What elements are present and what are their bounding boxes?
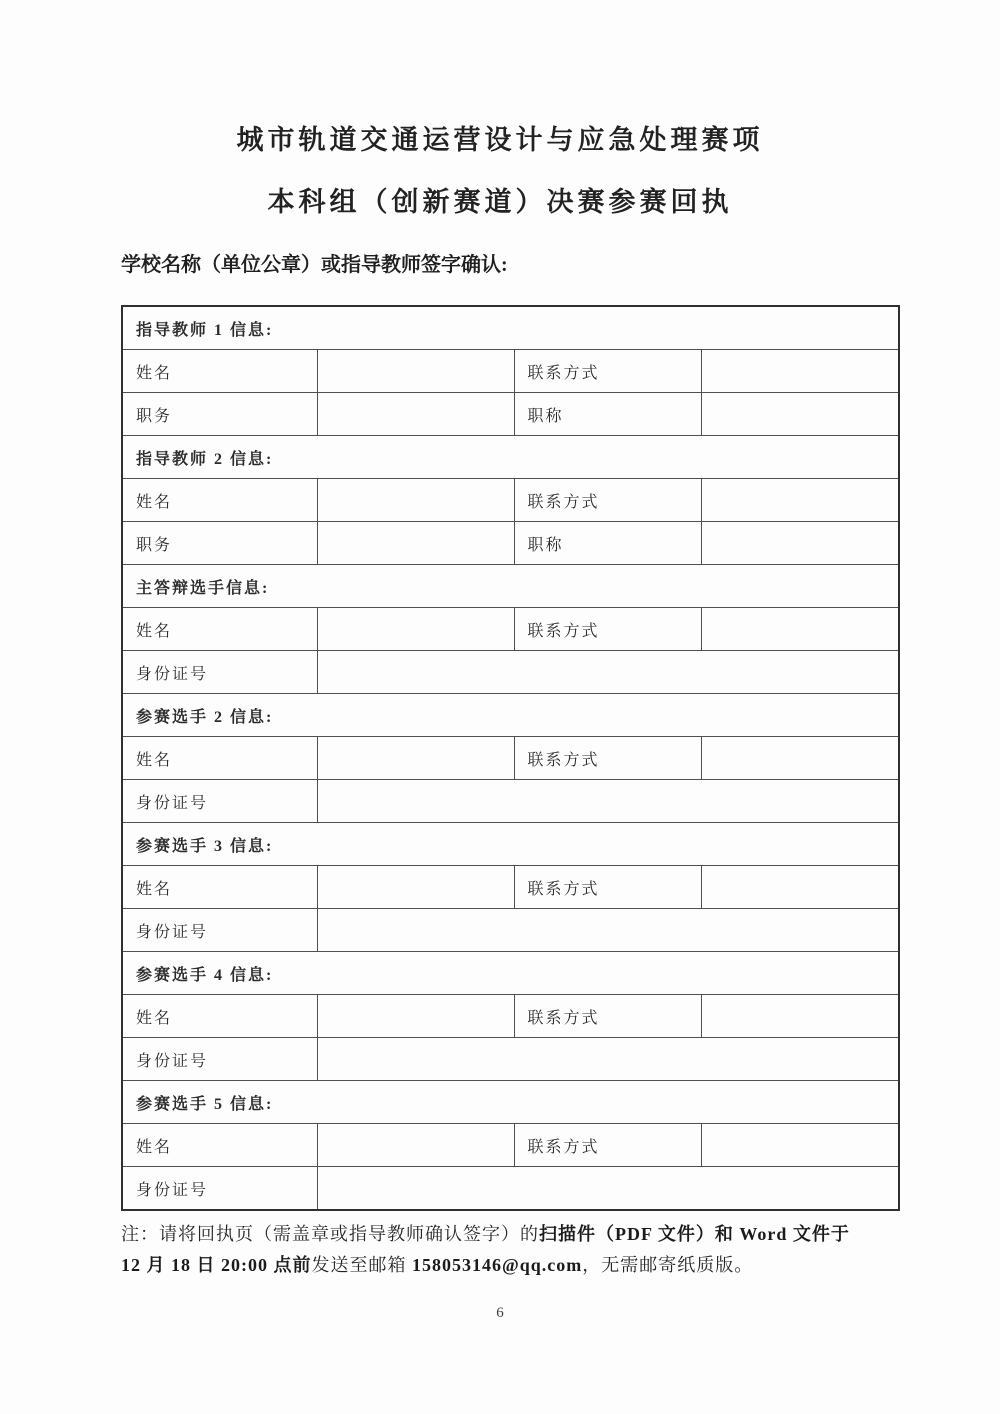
name-input-cell[interactable]	[317, 866, 514, 909]
duty-label: 职务	[122, 393, 317, 436]
job-title-label: 职称	[514, 393, 701, 436]
name-label: 姓名	[122, 1124, 317, 1167]
contact-label: 联系方式	[514, 479, 701, 522]
deadline-text: 12 月 18 日 20:00 点前	[121, 1255, 312, 1275]
duty-input-cell[interactable]	[317, 393, 514, 436]
table-row	[122, 522, 899, 565]
duty-label: 职务	[122, 522, 317, 565]
id-number-label: 身份证号	[122, 909, 317, 952]
contact-input-cell[interactable]	[701, 479, 899, 522]
section-header-row	[122, 306, 899, 350]
name-label: 姓名	[122, 737, 317, 780]
contact-label: 联系方式	[514, 1124, 701, 1167]
contact-input-cell[interactable]	[701, 608, 899, 651]
job-title-label: 职称	[514, 522, 701, 565]
id-number-input-cell[interactable]	[317, 651, 899, 694]
footer-note	[121, 1219, 899, 1281]
section-header-row	[122, 1081, 899, 1124]
section-header: 指导教师 1 信息:	[122, 306, 899, 350]
contact-input-cell[interactable]	[701, 1124, 899, 1167]
section-header-row	[122, 436, 899, 479]
name-label: 姓名	[122, 608, 317, 651]
table-row	[122, 995, 899, 1038]
id-number-label: 身份证号	[122, 780, 317, 823]
table-row	[122, 1124, 899, 1167]
table-row	[122, 866, 899, 909]
contact-label: 联系方式	[514, 608, 701, 651]
table-row	[122, 780, 899, 823]
document-title-line-1: 城市轨道交通运营设计与应急处理赛项	[236, 125, 764, 155]
name-label: 姓名	[122, 350, 317, 393]
section-header: 参赛选手 4 信息:	[122, 952, 899, 995]
note-text-run: 发送至邮箱	[311, 1255, 412, 1275]
duty-input-cell[interactable]	[317, 522, 514, 565]
id-number-label: 身份证号	[122, 651, 317, 694]
id-number-label: 身份证号	[122, 1038, 317, 1081]
table-row	[122, 1038, 899, 1081]
name-input-cell[interactable]	[317, 995, 514, 1038]
table-row	[122, 651, 899, 694]
name-input-cell[interactable]	[317, 479, 514, 522]
page-number: 6	[496, 1305, 504, 1321]
id-number-input-cell[interactable]	[317, 1167, 899, 1211]
contact-input-cell[interactable]	[701, 350, 899, 393]
job-title-input-cell[interactable]	[701, 522, 899, 565]
contact-input-cell[interactable]	[701, 737, 899, 780]
document-title-line-2: 本科组（创新赛道）决赛参赛回执	[267, 187, 733, 217]
name-input-cell[interactable]	[317, 608, 514, 651]
email-text: 158053146@qq.com	[412, 1255, 583, 1275]
table-row	[122, 350, 899, 393]
id-number-input-cell[interactable]	[317, 780, 899, 823]
contact-input-cell[interactable]	[701, 995, 899, 1038]
id-number-input-cell[interactable]	[317, 909, 899, 952]
contact-label: 联系方式	[514, 350, 701, 393]
section-header-row	[122, 823, 899, 866]
section-header: 参赛选手 5 信息:	[122, 1081, 899, 1124]
contact-label: 联系方式	[514, 737, 701, 780]
table-row	[122, 608, 899, 651]
note-line-2	[121, 1250, 899, 1281]
contact-label: 联系方式	[514, 866, 701, 909]
name-label: 姓名	[122, 479, 317, 522]
section-header: 主答辩选手信息:	[122, 565, 899, 608]
section-header: 参赛选手 3 信息:	[122, 823, 899, 866]
id-number-label: 身份证号	[122, 1167, 317, 1211]
note-line-1	[121, 1219, 899, 1250]
name-label: 姓名	[122, 995, 317, 1038]
confirmation-label: 学校名称（单位公章）或指导教师签字确认:	[121, 254, 508, 276]
contact-label: 联系方式	[514, 995, 701, 1038]
note-text-run: ，无需邮寄纸质版。	[582, 1255, 754, 1275]
note-text-run-bold: 扫描件（PDF 文件）和 Word 文件于	[539, 1224, 850, 1244]
table-row	[122, 909, 899, 952]
job-title-input-cell[interactable]	[701, 393, 899, 436]
table-row	[122, 479, 899, 522]
table-row	[122, 737, 899, 780]
section-header-row	[122, 952, 899, 995]
section-header-row	[122, 694, 899, 737]
table-row	[122, 393, 899, 436]
title-block	[0, 0, 1000, 222]
contact-input-cell[interactable]	[701, 866, 899, 909]
receipt-form-table	[121, 305, 900, 1211]
name-input-cell[interactable]	[317, 737, 514, 780]
name-input-cell[interactable]	[317, 350, 514, 393]
name-label: 姓名	[122, 866, 317, 909]
section-header: 参赛选手 2 信息:	[122, 694, 899, 737]
name-input-cell[interactable]	[317, 1124, 514, 1167]
section-header: 指导教师 2 信息:	[122, 436, 899, 479]
note-text-run: 注：请将回执页（需盖章或指导教师确认签字）的	[121, 1224, 539, 1244]
table-row	[122, 1167, 899, 1211]
section-header-row	[122, 565, 899, 608]
id-number-input-cell[interactable]	[317, 1038, 899, 1081]
